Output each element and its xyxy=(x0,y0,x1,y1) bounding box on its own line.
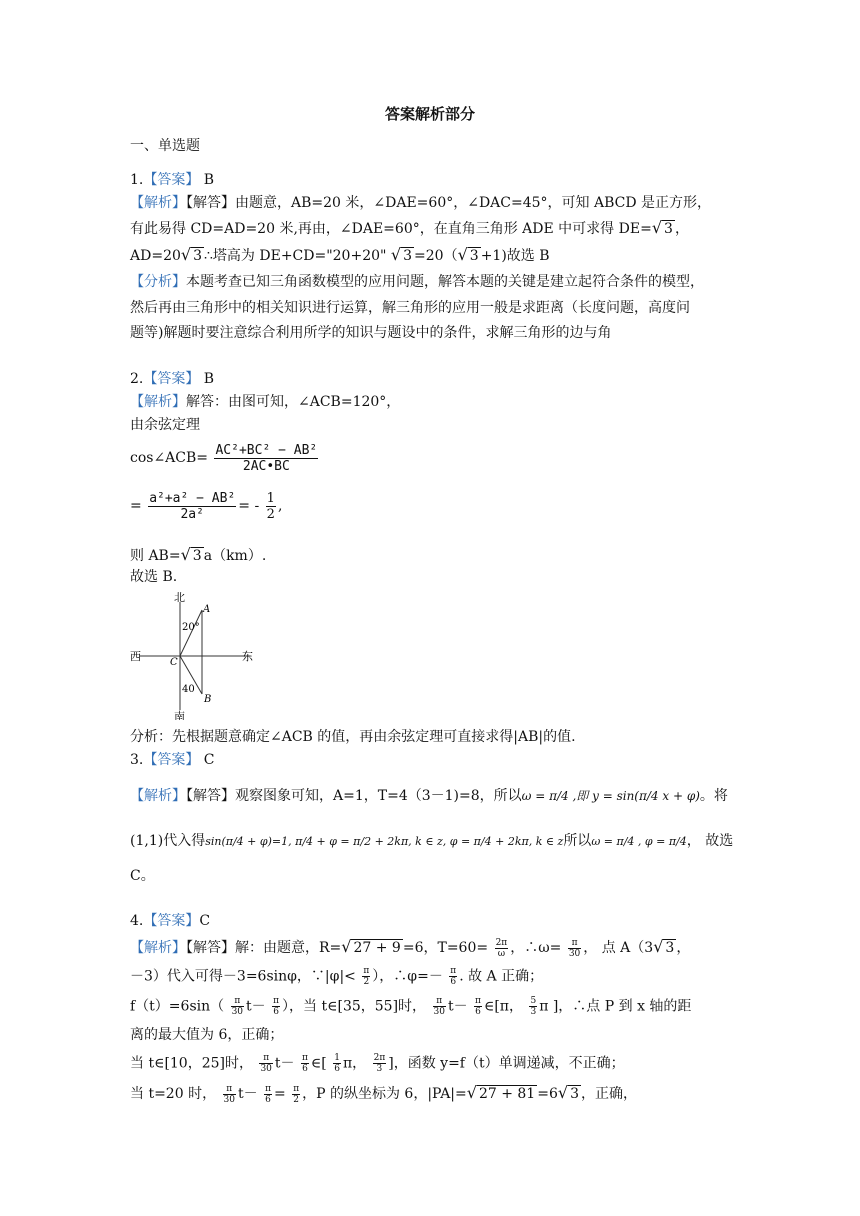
q4-text: π ]，∴点 P 到 x 轴的距 xyxy=(539,998,692,1015)
fraction xyxy=(301,1053,309,1074)
q4-text: －3）代入可得－3=6sinφ，∵|φ|< xyxy=(130,968,356,985)
fraction xyxy=(362,966,370,987)
sqrt-radicand: 3 xyxy=(469,248,479,264)
q4-text: ， 点 A（3 xyxy=(583,940,654,956)
q1-analysis-line3 xyxy=(130,245,550,266)
q4-text: ），当 t∈[35，55]时， xyxy=(282,998,427,1015)
q1-text: AD=20 xyxy=(130,248,181,264)
q4-number: 4. xyxy=(130,913,144,929)
fraction-denominator: 6 xyxy=(302,1064,308,1074)
q2-text: = - xyxy=(238,498,264,514)
q1-note-tag: 【分析】 xyxy=(130,274,186,290)
q2-answer: B xyxy=(199,371,215,387)
q1-answer-tag: 【答案】 xyxy=(143,172,200,188)
q2-text: 解答：由图可知，∠ACB=120°， xyxy=(186,394,401,410)
fraction-denominator: 6 xyxy=(334,1064,340,1074)
sqrt-radicand: 27 + 9 xyxy=(353,940,401,956)
q1-text: 本题考查已知三角函数模型的应用问题，解答本题的关键是建立起符合条件的模型， xyxy=(186,274,704,290)
fraction-denominator: 2a² xyxy=(180,506,204,522)
fraction xyxy=(433,996,446,1017)
half-fraction xyxy=(266,491,276,522)
q3-analysis-line2 xyxy=(130,831,733,852)
section-heading: 一、单选题 xyxy=(130,138,200,154)
q1-analysis-tag: 【解析】 xyxy=(130,195,186,211)
fraction-denominator: 2 xyxy=(363,977,370,987)
fraction-numerator: π xyxy=(302,1053,308,1063)
fraction xyxy=(449,966,457,987)
sqrt-radicand: 3 xyxy=(192,548,202,564)
q4-text: t－ xyxy=(447,998,468,1015)
q4-text: t－ xyxy=(274,1055,295,1072)
q1-analysis-line6: 题等)解题时要注意综合利用所学的知识与题设中的条件，求解三角形的边与角 xyxy=(130,325,612,341)
fraction-numerator: π xyxy=(363,966,370,976)
fraction-numerator: 5 xyxy=(530,996,537,1006)
page-title: 答案解析部分 xyxy=(384,105,475,123)
q1-text: 【解答】由题意，AB=20 米，∠DAE=60°，∠DAC=45°，可知 ABCD 是正方形， xyxy=(186,195,712,211)
sqrt-radicand: 3 xyxy=(665,940,675,956)
fraction-denominator: 6 xyxy=(475,1007,481,1017)
fraction-denominator: 30 xyxy=(260,1064,272,1074)
q4-text: 当 t∈[10，25]时， xyxy=(130,1055,253,1072)
label-point-b: B xyxy=(204,694,212,705)
label-west: 西 xyxy=(130,650,141,663)
fraction-denominator: 6 xyxy=(273,1007,279,1017)
label-east: 东 xyxy=(242,650,253,663)
q2-analysis-line1 xyxy=(130,392,400,412)
q3-math: ω = π/4 ,即 y = sin(π/4 x + φ) xyxy=(521,789,700,803)
q4-text: ∈[ xyxy=(310,1055,327,1072)
q4-text: 【解答】解：由题意，R= xyxy=(186,940,342,956)
q4-analysis-line3 xyxy=(130,996,691,1017)
q3-text: ， 故选 xyxy=(686,833,734,849)
fraction-numerator: π xyxy=(231,996,244,1007)
q1-text: ∴塔高为 DE+CD="20+20" xyxy=(204,248,391,264)
q4-text: = xyxy=(274,1086,286,1102)
q2-cos-line xyxy=(130,441,320,475)
q4-text: ，P 的纵坐标为 6，|PA|= xyxy=(302,1086,467,1102)
q4-analysis-line4: 离的最大值为 6，正确； xyxy=(130,1027,284,1043)
fraction-denominator: 30 xyxy=(433,1007,445,1017)
q4-text: π， xyxy=(342,1055,367,1072)
q4-text: ，正确， xyxy=(580,1086,637,1102)
fraction-numerator: 1 xyxy=(334,1053,340,1063)
fraction-numerator: 2π xyxy=(495,937,508,948)
fraction-numerator: π xyxy=(273,996,280,1006)
fraction-denominator: 30 xyxy=(223,1094,235,1105)
fraction-denominator: 3 xyxy=(530,1007,537,1017)
fraction-numerator: 2π xyxy=(373,1053,386,1063)
q3-math: ω = π/4 , φ = π/4 xyxy=(591,835,687,848)
label-point-a: A xyxy=(203,604,211,615)
direction-figure xyxy=(130,590,265,720)
q2-choice-line: 故选 B. xyxy=(130,569,178,585)
q4-text: ∈[π， xyxy=(483,998,523,1015)
ray-ca xyxy=(180,610,202,656)
sqrt-radicand: 3 xyxy=(403,248,413,264)
q3-analysis-tag: 【解析】 xyxy=(130,788,186,804)
q4-analysis-line6 xyxy=(130,1083,637,1105)
sqrt-radicand: 27 + 81 xyxy=(478,1086,536,1102)
fraction xyxy=(264,1084,272,1105)
q3-math: sin(π/4 + φ)=1, π/4 + φ = π/2 + 2kπ, k ∈ z, φ = π/4 + 2kπ, k ∈ z xyxy=(205,835,564,848)
sqrt-sign: √ xyxy=(180,245,192,264)
q4-text: =6 xyxy=(537,1086,558,1102)
q4-text: f（t）=6sin（ xyxy=(130,998,225,1015)
cos-fraction xyxy=(214,443,318,474)
q4-analysis-line5 xyxy=(130,1053,625,1074)
q2-eq-line xyxy=(130,489,282,523)
fraction-numerator: π xyxy=(293,1083,300,1094)
q3-analysis-line1 xyxy=(130,786,728,806)
q4-text: ， xyxy=(676,940,691,956)
q4-answer-line xyxy=(130,911,210,931)
q3-analysis-line3: C。 xyxy=(130,868,155,884)
q4-text: ），∴φ=－ xyxy=(372,968,443,985)
fraction-numerator: π xyxy=(568,938,581,949)
q3-answer: C xyxy=(199,752,215,768)
q4-text: ]，函数 y=f（t）单调递减，不正确； xyxy=(388,1055,625,1072)
sqrt-radicand: 3 xyxy=(193,248,203,264)
q4-text: . 故 A 正确； xyxy=(459,968,544,985)
q2-answer-tag: 【答案】 xyxy=(143,371,200,387)
q4-answer-tag: 【答案】 xyxy=(143,913,200,929)
fraction-numerator: AC²+BC² − AB² xyxy=(215,442,318,458)
fraction-denominator: 2 xyxy=(266,506,275,522)
sqrt-radicand: 3 xyxy=(664,221,673,237)
q2-number: 2. xyxy=(130,371,144,387)
fraction-denominator: 2 xyxy=(293,1094,300,1105)
q4-text: t－ xyxy=(246,998,266,1015)
q2-analysis-tag: 【解析】 xyxy=(130,394,186,410)
sqrt-sign: √ xyxy=(557,1083,569,1102)
q3-text: (1,1)代入得 xyxy=(130,833,206,849)
fraction xyxy=(292,1084,300,1105)
fraction-denominator: 3 xyxy=(376,1064,383,1074)
fraction-numerator: a²+a² − AB² xyxy=(149,490,236,506)
q3-text: 【解答】观察图象可知，A=1，T=4（3－1)=8，所以 xyxy=(186,788,522,804)
sqrt-sign: √ xyxy=(653,937,664,956)
fraction xyxy=(474,996,482,1017)
sqrt-sign: √ xyxy=(466,1083,477,1102)
label-south: 南 xyxy=(174,710,185,720)
fraction-denominator: 2AC•BC xyxy=(242,458,290,474)
q4-text: 当 t=20 时， xyxy=(130,1086,217,1102)
eq-fraction xyxy=(148,491,236,522)
q1-text: ， xyxy=(674,221,689,237)
q2-analysis-note: 分析：先根据题意确定∠ACB 的值，再由余弦定理可直接求得|AB|的值. xyxy=(130,729,576,745)
q3-answer-line xyxy=(130,750,215,770)
q2-result-line xyxy=(130,545,266,566)
q4-answer: C xyxy=(199,913,211,929)
fraction-numerator: π xyxy=(259,1053,272,1064)
label-point-c: C xyxy=(170,657,178,668)
fraction-denominator: 6 xyxy=(265,1094,271,1105)
q1-text: =20（ xyxy=(414,248,458,264)
label-angle-40: 40 xyxy=(182,684,195,695)
fraction-denominator: 30 xyxy=(231,1007,244,1017)
q4-text: ，∴ω= xyxy=(510,940,562,956)
label-north: 北 xyxy=(174,591,185,604)
fraction xyxy=(373,1053,387,1074)
sqrt-sign: √ xyxy=(341,937,352,956)
q2-text: , xyxy=(277,498,283,514)
sqrt-sign: √ xyxy=(180,545,191,564)
fraction-numerator: π xyxy=(433,996,446,1007)
fraction xyxy=(259,1053,272,1074)
q2-text: cos∠ACB= xyxy=(130,450,209,466)
q1-answer: B xyxy=(199,172,215,188)
q2-text: 则 AB= xyxy=(130,548,181,564)
q4-analysis-tag: 【解析】 xyxy=(130,940,186,956)
sqrt-sign: √ xyxy=(457,245,468,264)
label-angle-20: 20° xyxy=(182,622,200,633)
q4-text: t－ xyxy=(237,1086,258,1102)
q1-number: 1. xyxy=(130,172,144,188)
q1-analysis-line1 xyxy=(130,193,711,213)
fraction xyxy=(333,1053,341,1074)
q1-analysis-line2 xyxy=(130,218,689,239)
q3-text: 。将 xyxy=(699,788,728,804)
q1-answer-line xyxy=(130,170,214,190)
q1-analysis-line4 xyxy=(130,272,704,292)
fraction-numerator: π xyxy=(223,1084,236,1095)
fraction xyxy=(223,1084,236,1105)
fraction xyxy=(568,938,581,959)
q3-answer-tag: 【答案】 xyxy=(143,752,200,768)
fraction-numerator: π xyxy=(475,996,481,1006)
q3-text: 所以 xyxy=(563,833,592,849)
fraction-numerator: π xyxy=(265,1083,271,1094)
fraction-denominator: 30 xyxy=(568,948,581,959)
q1-text: +1)故选 B xyxy=(480,248,550,264)
q2-analysis-line2: 由余弦定理 xyxy=(130,417,200,433)
sqrt-sign: √ xyxy=(390,245,402,264)
fraction-numerator: π xyxy=(450,966,457,976)
fraction xyxy=(529,996,537,1017)
q2-answer-line xyxy=(130,369,214,389)
q1-analysis-line5: 然后再由三角形中的相关知识进行运算，解三角形的应用一般是求距离（长度问题，高度问 xyxy=(130,300,690,316)
fraction xyxy=(272,996,280,1017)
fraction-denominator: ω xyxy=(497,948,506,959)
fraction xyxy=(495,938,509,959)
fraction-numerator: 1 xyxy=(266,490,275,506)
q4-analysis-line2 xyxy=(130,966,543,987)
sqrt-sign: √ xyxy=(651,218,663,237)
fraction-denominator: 6 xyxy=(450,977,457,987)
q1-text: 有此易得 CD=AD=20 米,再由，∠DAE=60°，在直角三角形 ADE 中可求得 DE= xyxy=(130,221,652,237)
q2-text: = xyxy=(130,498,142,514)
fraction xyxy=(231,996,244,1017)
q4-analysis-line1 xyxy=(130,937,690,959)
q4-text: =6，T=60= xyxy=(402,940,489,956)
sqrt-radicand: 3 xyxy=(570,1086,579,1102)
q3-number: 3. xyxy=(130,752,144,768)
q2-text: a（km）. xyxy=(203,548,267,564)
